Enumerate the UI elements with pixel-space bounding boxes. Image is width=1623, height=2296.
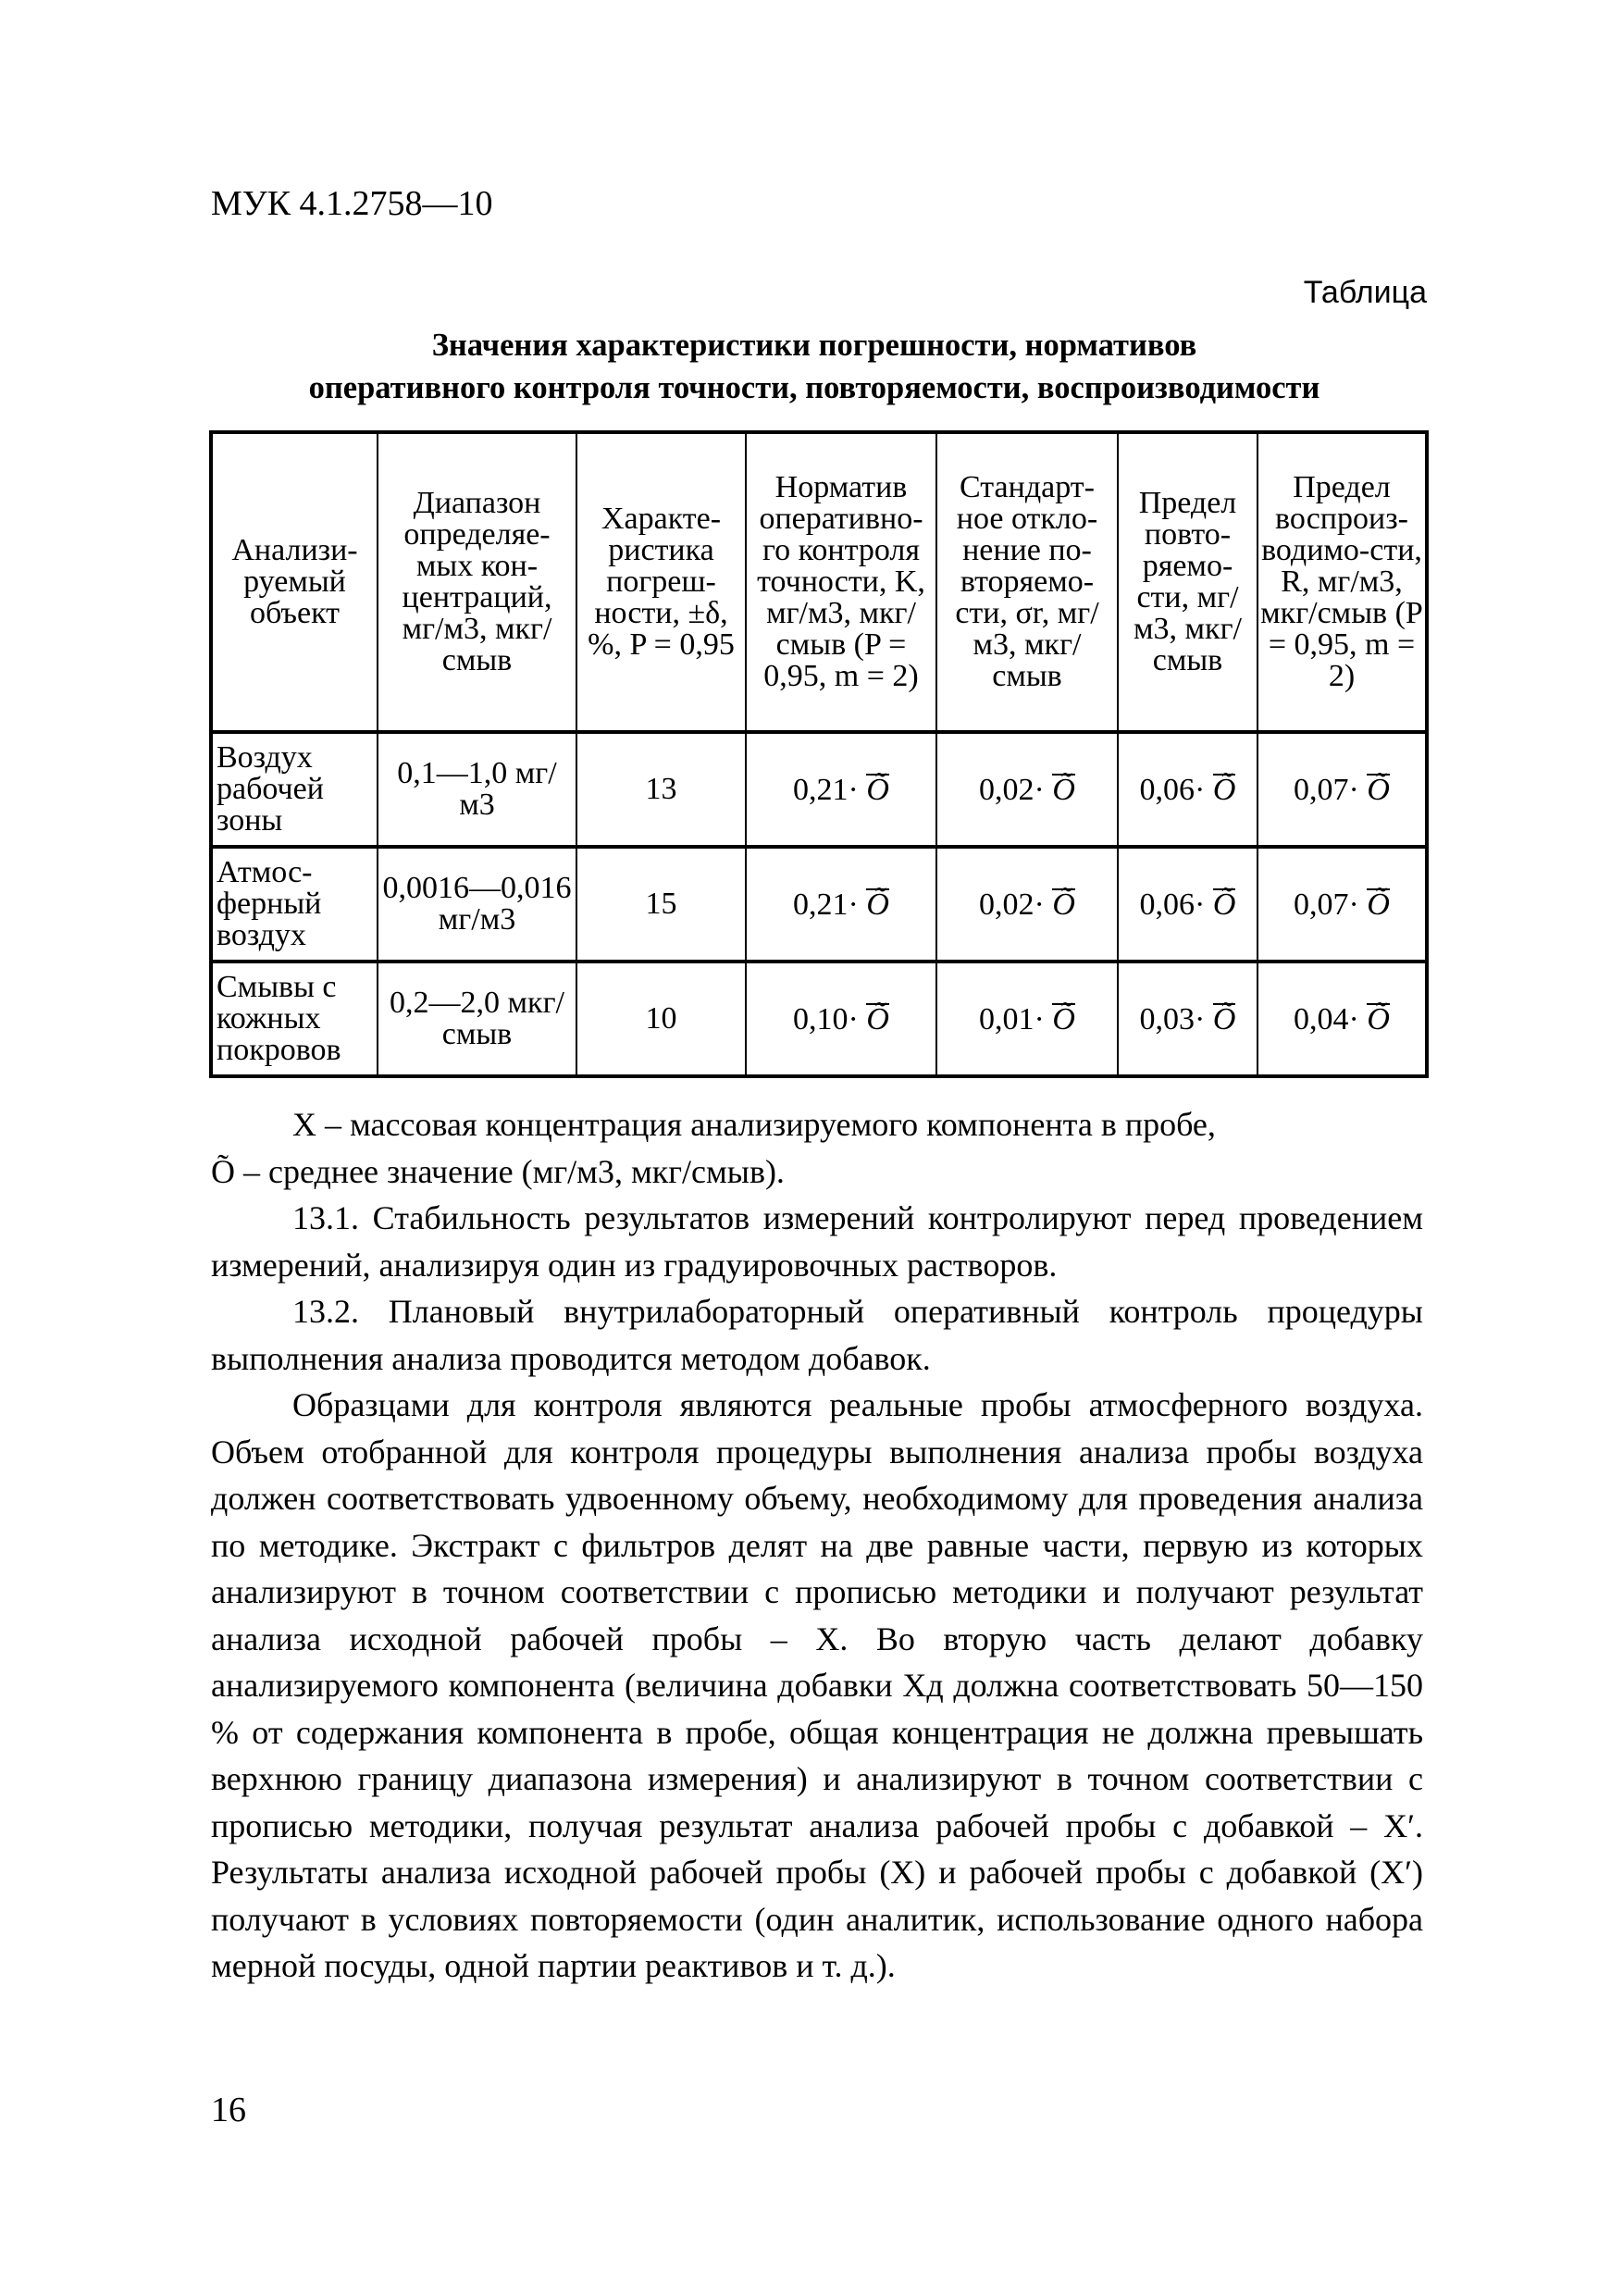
page-number: 16 — [211, 2091, 246, 2129]
paragraph-control-samples: Образцами для контроля являются реальные пробы атмосферного воздуха. Объем отобранной для контроля процедуры выполнения анализа пробы воздуха должен соответствовать удвоенному объему, необходимому для проведения анализа по методике. Экстракт с фильтров делят на две равные части, первую из которых анализируют в точном соответствии с прописью методики и получают результат анализа исходной рабочей пробы – X. Во вторую часть делают добавку анализируемого компонента (величина добавки Xд должна соответствовать 50—150 % от содержания компонента в пробе, общая концентрация не должна превышать верхнюю границу диапазона измерения) и анализируют в точном соответствии с прописью методики, получая результат анализа рабочей пробы с добавкой – X′. Результаты анализа исходной рабочей пробы (X) и рабочей пробы с добавкой (X′) получают в условиях повторяемости (один аналитик, использование одного набора мерной посуды, одной партии реактивов и т. д.). — [211, 1386, 1423, 1984]
cell-k — [746, 847, 936, 962]
paragraph-x-definition: X – массовая концентрация анализируемого компонента в пробе, — [292, 1106, 1216, 1143]
value-sigma: 0,02· — [979, 887, 1045, 922]
metrology-table — [209, 430, 1429, 1078]
column-header-object: Анализи-руемый объект — [211, 432, 378, 732]
cell-sigma — [936, 732, 1118, 847]
column-header-repeatability-limit: Предел повто-ряемо-сти, мг/м3, мкг/смыв — [1118, 432, 1258, 732]
cell-r — [1118, 962, 1258, 1076]
paragraph-mean-definition: Õ – среднее значение (мг/м3, мкг/смыв). — [211, 1152, 785, 1190]
cell-R — [1258, 732, 1427, 847]
cell-k — [746, 962, 936, 1076]
cell-object: Атмос-ферный воздух — [211, 847, 378, 962]
mean-symbol: Õ — [1052, 772, 1075, 807]
cell-error: 13 — [576, 732, 746, 847]
cell-k — [746, 732, 936, 847]
mean-symbol: Õ — [1052, 1001, 1075, 1036]
value-k: 0,21· — [793, 887, 859, 922]
mean-symbol: Õ — [1052, 887, 1075, 922]
table-title-line-1: Значения характеристики погрешности, нормативов — [431, 328, 1197, 363]
cell-r — [1118, 732, 1258, 847]
cell-range: 0,0016—0,016 мг/м3 — [378, 847, 576, 962]
mean-symbol: Õ — [866, 1001, 889, 1036]
table-row — [211, 732, 1427, 847]
mean-symbol: Õ — [1212, 887, 1236, 922]
column-header-accuracy-norm: Норматив оперативно-го контроля точности, K, мг/м3, мкг/смыв (P = 0,95, m = 2) — [746, 432, 936, 732]
value-r: 0,06· — [1139, 772, 1206, 807]
table-header-row — [211, 432, 1427, 732]
value-sigma: 0,01· — [979, 1001, 1045, 1036]
column-header-range: Диапазон определяе-мых кон-центраций, мг/м3, мкг/смыв — [378, 432, 576, 732]
value-k: 0,10· — [793, 1001, 859, 1036]
cell-sigma — [936, 962, 1118, 1076]
cell-object: Смывы с кожных покровов — [211, 962, 378, 1076]
mean-symbol: Õ — [1367, 1001, 1390, 1036]
paragraph-13-2: 13.2. Плановый внутрилабораторный оперативный контроль процедуры выполнения анализа проводится методом добавок. — [211, 1293, 1423, 1377]
mean-symbol: Õ — [1367, 887, 1390, 922]
cell-range: 0,1—1,0 мг/м3 — [378, 732, 576, 847]
table-title-line-2: оперативного контроля точности, повторяемости, воспроизводимости — [308, 370, 1320, 405]
cell-object: Воздух рабочей зоны — [211, 732, 378, 847]
table-title — [213, 324, 1416, 409]
cell-range: 0,2—2,0 мкг/смыв — [378, 962, 576, 1076]
mean-symbol: Õ — [866, 772, 889, 807]
body-text — [211, 1101, 1423, 1990]
value-R: 0,07· — [1294, 772, 1359, 807]
mean-symbol: Õ — [1212, 1001, 1236, 1036]
cell-error: 15 — [576, 847, 746, 962]
cell-R — [1258, 962, 1427, 1076]
mean-symbol: Õ — [1212, 772, 1236, 807]
mean-symbol: Õ — [866, 887, 889, 922]
value-R: 0,07· — [1294, 887, 1359, 922]
column-header-reproducibility-limit: Предел воспроиз-водимо-сти, R, мг/м3, мкг/смыв (P = 0,95, m = 2) — [1258, 432, 1427, 732]
cell-error: 10 — [576, 962, 746, 1076]
mean-symbol: Õ — [1367, 772, 1390, 807]
document-code: МУК 4.1.2758—10 — [211, 184, 493, 223]
table-row — [211, 847, 1427, 962]
column-header-error: Характе-ристика погреш-ности, ±δ, %, P = 0,95 — [576, 432, 746, 732]
value-r: 0,06· — [1139, 887, 1206, 922]
value-sigma: 0,02· — [979, 772, 1045, 807]
table-row — [211, 962, 1427, 1076]
value-r: 0,03· — [1139, 1001, 1206, 1036]
cell-r — [1118, 847, 1258, 962]
table-label: Таблица — [1303, 275, 1427, 310]
column-header-std-deviation: Стандарт-ное откло-нение по-вторяемо-сти, σr, мг/м3, мкг/смыв — [936, 432, 1118, 732]
cell-sigma — [936, 847, 1118, 962]
value-k: 0,21· — [793, 772, 859, 807]
paragraph-13-1: 13.1. Стабильность результатов измерений контролируют перед проведением измерений, анализируя один из градуировочных растворов. — [211, 1199, 1423, 1284]
value-R: 0,04· — [1294, 1001, 1359, 1036]
cell-R — [1258, 847, 1427, 962]
